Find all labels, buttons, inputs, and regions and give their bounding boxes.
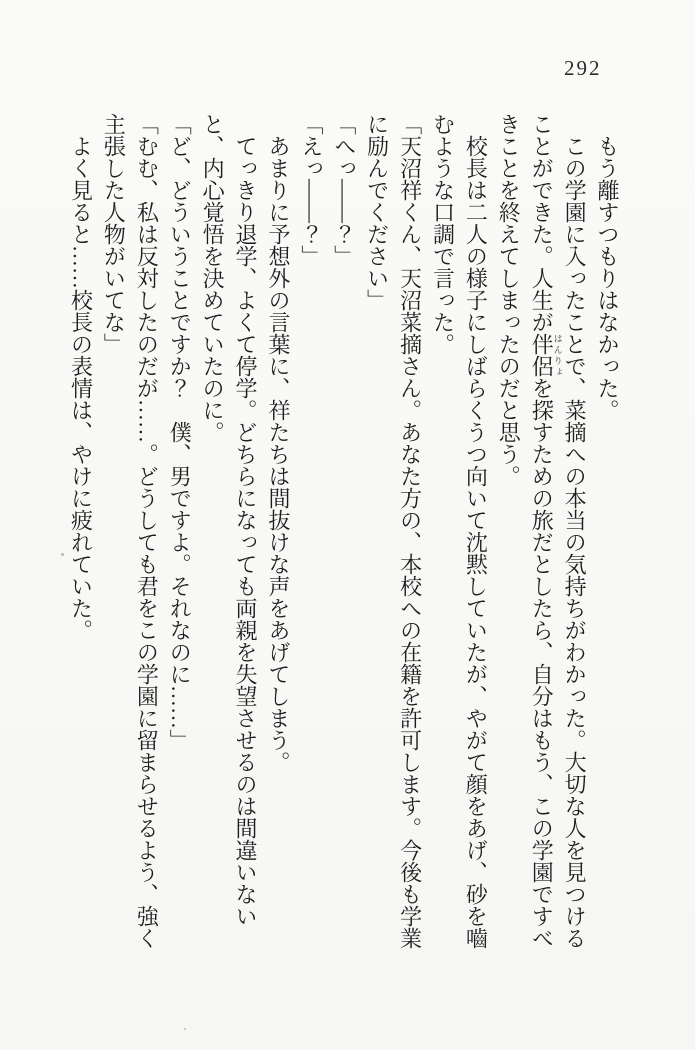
paragraph: 「むむ、私は反対したのだが……。どうしても君をこの学園に留まらせるよう、強く主張した人物がいてな」 — [101, 113, 160, 949]
paragraph: 「えっ――？」 — [298, 113, 324, 267]
furigana: はんりょ — [552, 333, 563, 377]
scan-speck — [184, 1028, 186, 1030]
scan-speck — [61, 553, 64, 556]
paragraph: 「へっ――？」 — [331, 113, 357, 267]
ruby-annotated: 伴侶はんりょ — [529, 333, 563, 377]
paragraph: もう離すつもりはなかった。 — [595, 135, 620, 421]
paragraph: よく見ると……校長の表情は、やけに疲れていた。 — [68, 135, 94, 641]
paragraph: てっきり退学、よくて停学。どちらになっても両親を失望させるのは間違いないと、内心覚悟を決めていたのに。 — [200, 113, 259, 927]
body-text — [61, 113, 623, 953]
paragraph: この学園に入ったことで、菜摘への本当の気持ちがわかった。大切な人を見つけることができた。人生が伴侶はんりょを探すための旅だとしたら、自分はもう、この学園ですべきことを終えてしまったのだと思う。 — [496, 113, 588, 949]
paragraph: あまりに予想外の言葉に、祥たちは間抜けな声をあげてしまう。 — [265, 135, 291, 773]
paragraph: 「天沼祥くん、天沼菜摘さん。あなた方の、本校への在籍を許可します。今後も学業に励んでください」 — [364, 113, 423, 949]
paragraph: 校長は二人の様子にしばらくうつ向いて沈黙していたが、やがて顔をあげ、砂を嚙むような口調で言った。 — [430, 113, 489, 949]
page-number: 292 — [564, 56, 602, 80]
paragraph: 「ど、どういうことですか？ 僕、男ですよ。それなのに……」 — [167, 113, 193, 751]
